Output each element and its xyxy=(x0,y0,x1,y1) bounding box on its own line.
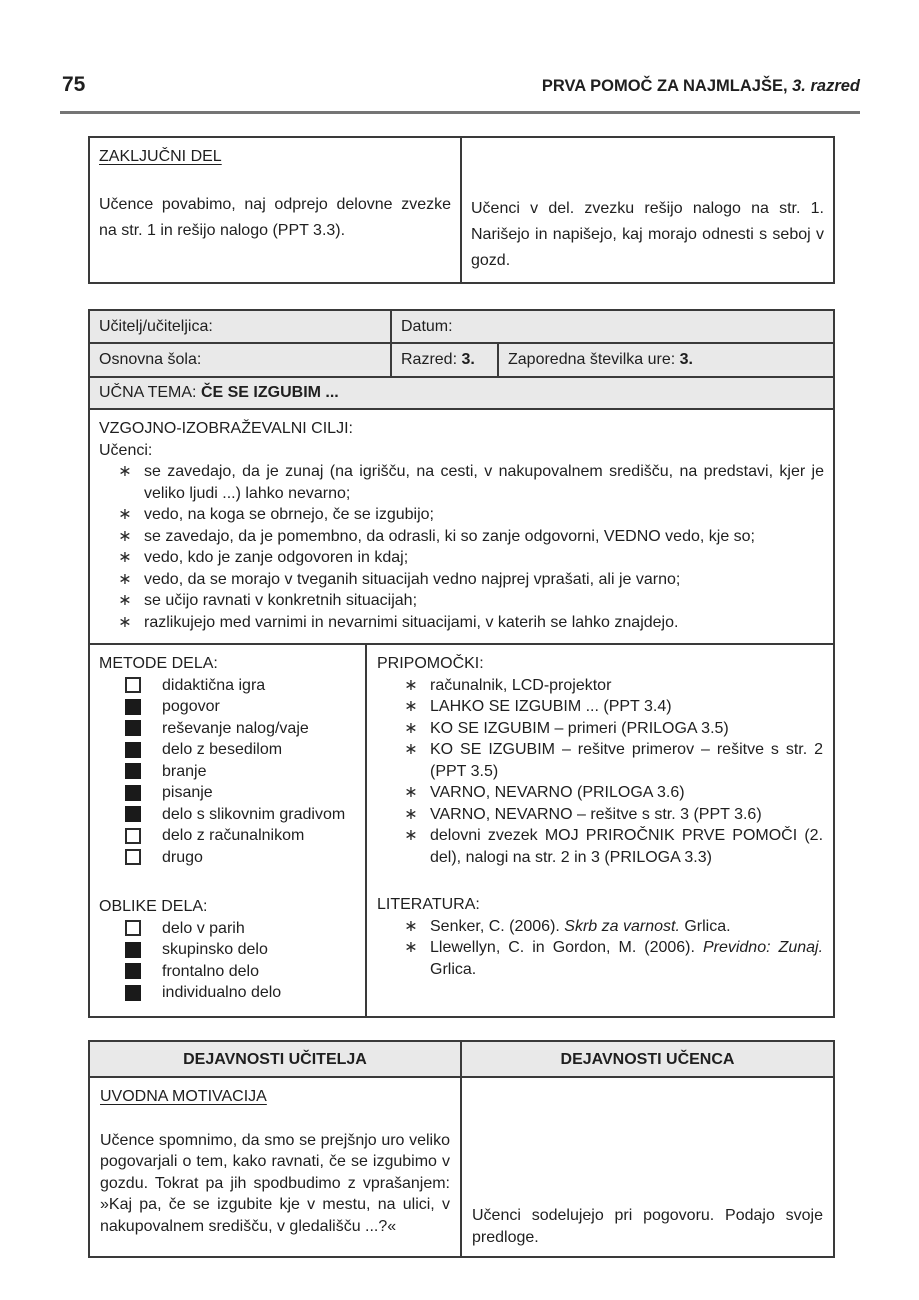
literature-item xyxy=(430,916,823,938)
page-title-italic: 3. razred xyxy=(792,77,860,95)
list-item xyxy=(377,937,823,980)
topic-value: ČE SE IZGUBIM ... xyxy=(200,383,339,401)
list-item xyxy=(377,675,823,697)
checkbox-icon xyxy=(125,699,141,715)
goal-item: se učijo ravnati v konkretnih situacijah; xyxy=(144,592,418,609)
list-item xyxy=(99,804,356,826)
list-item xyxy=(99,526,824,548)
list-item xyxy=(99,504,824,526)
literature-title: Skrb za varnost. xyxy=(564,917,680,935)
list-item xyxy=(99,847,356,869)
aid-item: računalnik, LCD-projektor xyxy=(430,676,612,694)
form-label: frontalno delo xyxy=(162,962,259,980)
literature-item xyxy=(430,937,823,980)
asterisk-bullet-icon: ∗ xyxy=(404,676,418,694)
list-item xyxy=(99,825,356,847)
list-item xyxy=(99,982,356,1004)
list-item xyxy=(99,590,824,612)
method-label: reševanje nalog/vaje xyxy=(162,719,309,737)
asterisk-bullet-icon: ∗ xyxy=(118,506,132,523)
activities-table xyxy=(88,1040,835,1258)
asterisk-bullet-icon: ∗ xyxy=(118,463,132,480)
checkbox-icon xyxy=(125,942,141,958)
form-label: delo v parih xyxy=(162,919,245,937)
form-label: individualno delo xyxy=(162,984,282,1001)
method-label: didaktična igra xyxy=(162,676,266,694)
list-item xyxy=(99,739,356,761)
grade-cell xyxy=(391,343,498,377)
method-label: delo s slikovnim gradivom xyxy=(162,805,346,823)
goal-item: se zavedajo, da je pomembno, da odrasli, ki so zanje odgovorni, VEDNO vedo, kje so; xyxy=(144,527,755,545)
literature-authors: Senker, C. (2006). xyxy=(430,917,565,935)
forms-list xyxy=(99,918,356,1004)
lesson-number-value: 3. xyxy=(679,351,693,368)
aids-list xyxy=(377,675,823,869)
topic-label: UČNA TEMA: xyxy=(99,383,201,401)
table-row xyxy=(89,644,834,1017)
literature-publisher: Grlica. xyxy=(679,917,731,935)
methods-list xyxy=(99,675,356,869)
teacher-name-cell: Učitelj/učiteljica: xyxy=(89,310,391,344)
student-activity-text: Učenci sodelujejo pri pogovoru. Podajo svoje predloge. xyxy=(472,1207,823,1246)
method-label: pisanje xyxy=(162,784,213,801)
literature-authors: Llewellyn, C. in Gordon, M. (2006). xyxy=(430,939,703,956)
page-title-text: PRVA POMOČ ZA NAJMLAJŠE, xyxy=(541,77,793,95)
list-item xyxy=(99,696,356,718)
asterisk-bullet-icon: ∗ xyxy=(118,570,132,588)
checkbox-icon xyxy=(125,985,141,1001)
forms-heading: OBLIKE DELA: xyxy=(99,898,208,915)
table-row xyxy=(89,409,834,644)
table-row xyxy=(89,343,834,377)
page-number: 75 xyxy=(62,73,86,96)
list-item xyxy=(99,761,356,783)
asterisk-bullet-icon: ∗ xyxy=(404,719,418,737)
table-row xyxy=(89,137,834,283)
asterisk-bullet-icon: ∗ xyxy=(404,698,418,715)
table-header-row xyxy=(89,1041,834,1077)
asterisk-bullet-icon: ∗ xyxy=(404,939,418,956)
literature-publisher: Grlica. xyxy=(430,960,477,978)
goal-item: vedo, kdo je zanje odgovoren in kdaj; xyxy=(144,549,409,566)
table-row xyxy=(89,377,834,410)
asterisk-bullet-icon: ∗ xyxy=(118,592,132,609)
list-item xyxy=(99,939,356,961)
goals-subheading: Učenci: xyxy=(99,441,153,459)
list-item xyxy=(377,916,823,938)
list-item xyxy=(99,782,356,804)
checkbox-icon xyxy=(125,920,141,936)
method-label: delo z besedilom xyxy=(162,741,283,758)
list-item xyxy=(99,918,356,940)
method-label: delo z računalnikom xyxy=(162,827,305,844)
page-header xyxy=(62,74,860,98)
asterisk-bullet-icon: ∗ xyxy=(118,613,132,631)
lesson-number-cell xyxy=(498,343,834,377)
list-item xyxy=(99,675,356,697)
asterisk-bullet-icon: ∗ xyxy=(118,549,132,566)
closing-student-cell xyxy=(461,137,834,283)
form-label: skupinsko delo xyxy=(162,941,268,958)
asterisk-bullet-icon: ∗ xyxy=(404,917,418,935)
list-item xyxy=(99,718,356,740)
closing-student-text: Učenci v del. zvezku rešijo nalogo na str. 1. Narišejo in napišejo, kaj morajo odnesti s seboj v gozd. xyxy=(471,199,824,269)
list-item xyxy=(377,782,823,804)
closing-section-table xyxy=(88,136,835,284)
closing-heading: ZAKLJUČNI DEL xyxy=(99,147,222,165)
aid-item: KO SE IZGUBIM – primeri (PRILOGA 3.5) xyxy=(430,719,729,737)
goals-list xyxy=(99,461,824,633)
list-item xyxy=(377,739,823,782)
methods-heading: METODE DELA: xyxy=(99,655,218,672)
list-item xyxy=(377,718,823,740)
header-divider xyxy=(60,111,860,114)
method-label: pogovor xyxy=(162,698,220,715)
list-item xyxy=(99,961,356,983)
goals-cell xyxy=(89,409,834,644)
aids-literature-cell xyxy=(366,644,834,1017)
checkbox-icon xyxy=(125,806,141,822)
school-cell: Osnovna šola: xyxy=(89,343,391,377)
aids-heading: PRIPOMOČKI: xyxy=(377,655,484,672)
literature-title: Previdno: Zunaj. xyxy=(702,939,824,956)
checkbox-icon xyxy=(125,828,141,844)
teacher-activity-text: Učence spomnimo, da smo se prejšnjo uro veliko pogovarjali o tem, kako ravnati, če se izgubimo v gozdu. Tokrat pa jih spodbudimo z vprašanjem: »Kaj pa, če se izgubite kje v mestu, na ulici, v nakupovalnem središču, v gledališču ...?« xyxy=(100,1131,450,1235)
checkbox-icon xyxy=(125,849,141,865)
lesson-info-table xyxy=(88,309,835,1019)
aid-item: VARNO, NEVARNO (PRILOGA 3.6) xyxy=(430,784,685,801)
literature-heading: LITERATURA: xyxy=(377,896,480,913)
checkbox-icon xyxy=(125,963,141,979)
goal-item: razlikujejo med varnimi in nevarnimi situacijami, v katerih se lahko znajdejo. xyxy=(144,613,679,631)
asterisk-bullet-icon: ∗ xyxy=(404,784,418,801)
aid-item: LAHKO SE IZGUBIM ... (PPT 3.4) xyxy=(430,698,672,715)
closing-teacher-text: Učence povabimo, naj odprejo delovne zvezke na str. 1 in rešijo nalogo (PPT 3.3). xyxy=(99,196,451,239)
literature-list xyxy=(377,916,823,981)
aid-item: VARNO, NEVARNO – rešitve s str. 3 (PPT 3.6) xyxy=(430,805,762,823)
page-title xyxy=(542,76,860,98)
checkbox-icon xyxy=(125,742,141,758)
aid-item: delovni zvezek MOJ PRIROČNIK PRVE POMOČI (2. del), nalogi na str. 2 in 3 (PRILOGA 3.3) xyxy=(430,827,824,866)
teacher-activities-header: DEJAVNOSTI UČITELJA xyxy=(89,1041,461,1077)
list-item xyxy=(377,696,823,718)
asterisk-bullet-icon: ∗ xyxy=(118,527,132,545)
checkbox-icon xyxy=(125,785,141,801)
teacher-activities-cell xyxy=(89,1077,461,1257)
topic-cell xyxy=(89,377,834,410)
method-label: drugo xyxy=(162,848,203,866)
asterisk-bullet-icon: ∗ xyxy=(404,827,418,844)
goal-item: vedo, da se morajo v tveganih situacijah vedno najprej vprašati, ali je varno; xyxy=(144,570,681,588)
closing-teacher-cell xyxy=(89,137,461,283)
goals-heading: VZGOJNO-IZOBRAŽEVALNI CILJI: xyxy=(99,420,353,437)
asterisk-bullet-icon: ∗ xyxy=(404,741,418,758)
student-activities-header: DEJAVNOSTI UČENCA xyxy=(461,1041,834,1077)
checkbox-icon xyxy=(125,677,141,693)
checkbox-icon xyxy=(125,720,141,736)
grade-value: 3. xyxy=(461,351,475,368)
goal-item: se zavedajo, da je zunaj (na igrišču, na cesti, v nakupovalnem središču, na predstavi, kjer je veliko ljudi ...) lahko nevarno; xyxy=(144,463,825,502)
methods-forms-cell xyxy=(89,644,366,1017)
lesson-number-label: Zaporedna številka ure: xyxy=(508,351,680,368)
goal-item: vedo, na koga se obrnejo, če se izgubijo; xyxy=(144,506,434,523)
aid-item: KO SE IZGUBIM – rešitve primerov – rešitve s str. 2 (PPT 3.5) xyxy=(430,741,824,780)
list-item xyxy=(99,461,824,504)
list-item xyxy=(99,612,824,634)
list-item xyxy=(377,825,823,868)
date-cell: Datum: xyxy=(391,310,834,344)
checkbox-icon xyxy=(125,763,141,779)
motivation-heading: UVODNA MOTIVACIJA xyxy=(100,1088,267,1105)
asterisk-bullet-icon: ∗ xyxy=(404,805,418,823)
student-activities-cell xyxy=(461,1077,834,1257)
table-row xyxy=(89,1077,834,1257)
list-item xyxy=(99,547,824,569)
list-item xyxy=(99,569,824,591)
method-label: branje xyxy=(162,762,207,780)
table-row xyxy=(89,310,834,344)
list-item xyxy=(377,804,823,826)
grade-label: Razred: xyxy=(401,351,462,368)
